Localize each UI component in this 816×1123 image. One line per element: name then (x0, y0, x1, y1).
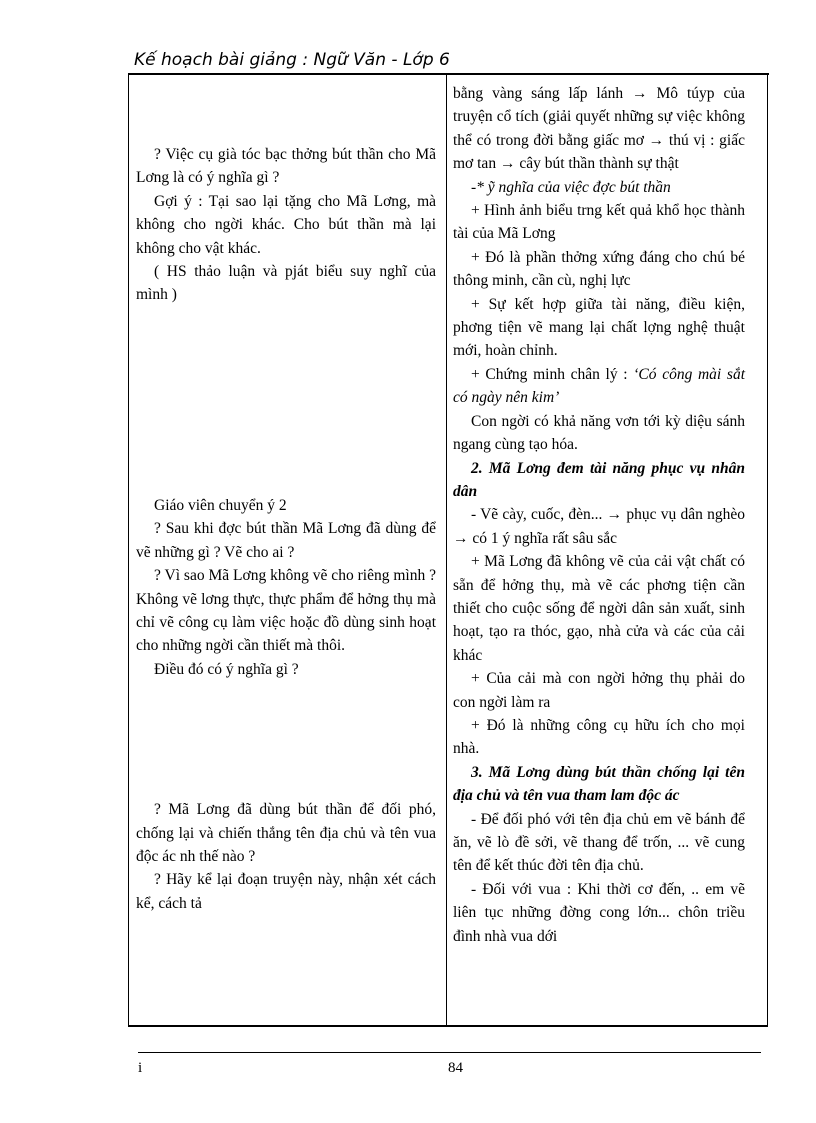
truth-label: + Chứng minh chân lý : (471, 365, 634, 383)
topic-transition: Giáo viên chuyển ý 2 (154, 496, 287, 514)
discussion-note: ( HS thảo luận và pját biểu suy nghĩ của mình ) (136, 263, 436, 304)
hint: Gợi ý : Tại sao lại tặng cho Mã Lơng, mà không cho ngời khác. Cho bút thần mà lại không cho vật khác. (136, 192, 436, 257)
answer-paragraph-5: + Sự kết hợp giữa tài năng, điều kiện, phơng tiện vẽ mang lại chất lợng nghệ thuật mới, hoàn chỉnh. (453, 295, 745, 360)
left-column (136, 143, 436, 915)
question-3: ? Vì sao Mã Lơng không vẽ cho riêng mình ? Không vẽ lơng thực, thực phẩm để hởng thụ mà chỉ vẽ công cụ làm việc hoặc đồ dùng sinh hoạt cho những ngời cần thiết mà thôi. (136, 567, 436, 655)
answer-paragraph-11: + Đó là những công cụ hữu ích cho mọi nhà. (453, 716, 745, 758)
answer-paragraph-7: Con ngời có khả năng vơn tới kỳ diệu sánh ngang cùng tạo hóa. (453, 412, 745, 454)
question-5: ? Mã Lơng đã dùng bút thần để đối phó, chống lại và chiến thắng tên địa chủ và tên vua độc ác nh thế nào ? (136, 801, 436, 865)
answer-paragraph-8: - Vẽ cày, cuốc, đèn... → phục vụ dân nghèo → có 1 ý nghĩa rất sâu sắc (453, 506, 745, 547)
question-6: ? Hãy kể lại đoạn truyện này, nhận xét cách kể, cách tả (136, 871, 436, 912)
page-header: Kế hoạch bài giảng : Ngữ Văn - Lớp 6 (134, 50, 450, 70)
page-number: 84 (448, 1060, 463, 1076)
question-2: ? Sau khi đợc bút thần Mã Lơng đã dùng để vẽ những gì ? Vẽ cho ai ? (136, 520, 436, 561)
right-column (453, 82, 745, 948)
answer-paragraph-13: - Đối với vua : Khi thời cơ đến, .. em vẽ liên tục những đờng cong lớn... chôn triều đình nhà vua dới (453, 880, 745, 945)
column-divider (446, 75, 447, 1026)
subheading-meaning: -* ỹ nghĩa của việc đợc bút thần (471, 178, 671, 196)
answer-paragraph-9: + Mã Lơng đã không vẽ của cải vật chất có sẵn để hởng thụ, mà vẽ các phơng tiện cần thiết cho cuộc sống để ngời dân sản xuất, sinh hoạt, tạo ra thóc, gạo, nhà cửa và các của cải khác (453, 553, 745, 664)
question-1: ? Việc cụ già tóc bạc thởng bút thần cho Mã Lơng là có ý nghĩa gì ? (136, 146, 436, 187)
answer-paragraph-3: + Hình ảnh biểu trng kết quả khổ học thành tài của Mã Lơng (453, 202, 745, 243)
answer-paragraph-4: + Đó là phần thởng xứng đáng cho chú bé thông minh, cần cù, nghị lực (453, 248, 745, 290)
section-heading-2: 2. Mã Lơng đem tài năng phục vụ nhân dân (453, 459, 745, 500)
section-heading-3: 3. Mã Lơng dùng bút thần chống lại tên địa chủ và tên vua tham lam độc ác (453, 763, 745, 805)
footer-left: i (138, 1060, 143, 1076)
proverb: ‘Có công mài sắt có ngày nên kim’ (453, 365, 746, 407)
answer-paragraph-6 (453, 363, 745, 410)
question-4: Điều đó có ý nghĩa gì ? (154, 660, 299, 678)
answer-paragraph-12: - Để đối phó với tên địa chủ em vẽ bánh để ăn, vẽ lò đề sởi, vẽ thang để trốn, ... vẽ cung tên để kết thúc đời tên địa chủ. (453, 810, 745, 875)
answer-paragraph-10: + Của cải mà con ngời hởng thụ phải do con ngời làm ra (453, 670, 745, 711)
footer-rule (138, 1052, 761, 1053)
answer-paragraph-1: bằng vàng sáng lấp lánh → Mô túyp của truyện cổ tích (giải quyết những sự việc không thể có trong đời bằng giấc mơ → thú vị : giấc mơ tan → cây bút thần thành sự thật (453, 85, 745, 173)
